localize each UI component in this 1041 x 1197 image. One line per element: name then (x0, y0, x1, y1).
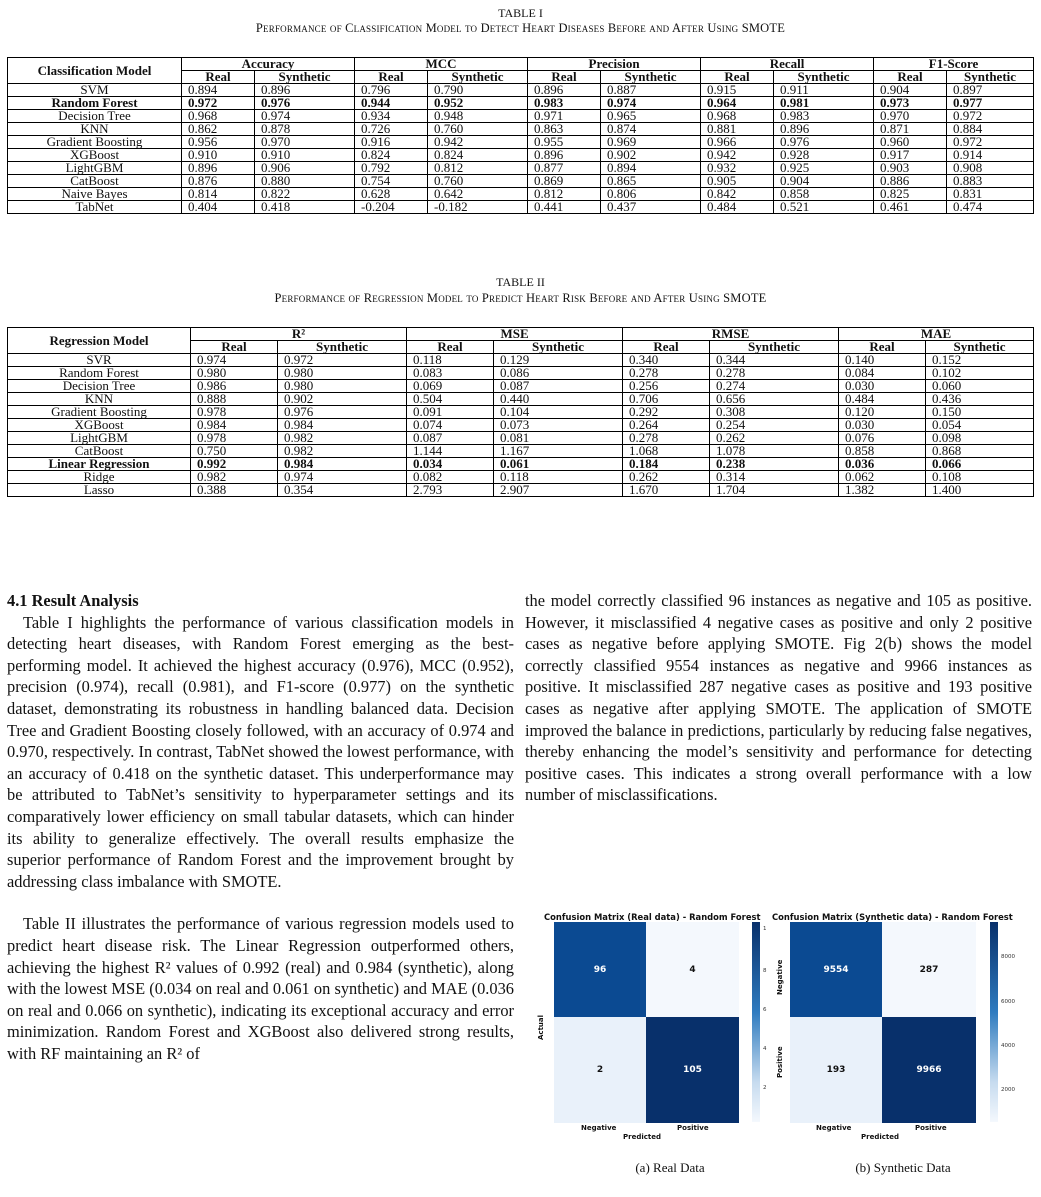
value-cell: 0.706 (623, 393, 710, 406)
model-name-cell: CatBoost (8, 445, 191, 458)
value-cell: 0.980 (278, 367, 407, 380)
model-name-cell: TabNet (8, 201, 182, 214)
value-cell: 0.073 (494, 419, 623, 432)
value-cell: 0.869 (528, 175, 601, 188)
model-name-cell: Gradient Boosting (8, 406, 191, 419)
metric-header: MCC (355, 58, 528, 71)
table2-label: TABLE II (496, 275, 545, 289)
subheader-real: Real (407, 341, 494, 354)
cm-real-x-positive: Positive (677, 1124, 709, 1132)
value-cell: 0.274 (710, 380, 839, 393)
metric-header: MAE (839, 328, 1034, 341)
value-cell: 0.404 (182, 201, 255, 214)
subheader-real: Real (528, 71, 601, 84)
value-cell: 0.908 (947, 162, 1034, 175)
model-name-cell: KNN (8, 393, 191, 406)
value-cell: 0.980 (278, 380, 407, 393)
value-cell: 0.831 (947, 188, 1034, 201)
value-cell: 0.521 (774, 201, 874, 214)
metric-header: F1-Score (874, 58, 1034, 71)
model-name-cell: Linear Regression (8, 458, 191, 471)
value-cell: 0.968 (701, 110, 774, 123)
subheader-synthetic: Synthetic (428, 71, 528, 84)
value-cell: 0.036 (839, 458, 926, 471)
cm-cell-tn: 96 (554, 922, 646, 1017)
value-cell: 0.262 (710, 432, 839, 445)
value-cell: 0.917 (874, 149, 947, 162)
value-cell: 0.863 (528, 123, 601, 136)
value-cell: 0.076 (839, 432, 926, 445)
cm-real-caption: (a) Real Data (635, 1160, 705, 1175)
value-cell: 0.871 (874, 123, 947, 136)
model-header: Regression Model (8, 328, 191, 354)
value-cell: 0.061 (494, 458, 623, 471)
value-cell: 0.060 (926, 380, 1034, 393)
value-cell: 0.888 (191, 393, 278, 406)
value-cell: 0.108 (926, 471, 1034, 484)
cm-cell-fp: 287 (882, 922, 976, 1017)
value-cell: 0.824 (355, 149, 428, 162)
metric-header: Accuracy (182, 58, 355, 71)
cm-cell-tp: 9966 (882, 1017, 976, 1123)
value-cell: 0.911 (774, 84, 874, 97)
cm-synth-xlabel: Predicted (861, 1133, 899, 1141)
value-cell: 0.964 (701, 97, 774, 110)
value-cell: 0.914 (947, 149, 1034, 162)
cb-tick: 6 (763, 1007, 767, 1013)
cb-tick: 2000 (1001, 1087, 1015, 1093)
cb-tick: 4000 (1001, 1043, 1015, 1049)
cm-real-colorbar (752, 922, 760, 1122)
right-column (525, 590, 1032, 806)
value-cell: 0.087 (494, 380, 623, 393)
value-cell: 0.982 (278, 445, 407, 458)
value-cell: 0.436 (926, 393, 1034, 406)
cm-real-xlabel: Predicted (623, 1133, 661, 1141)
cm-cell-tn: 9554 (790, 922, 882, 1017)
value-cell: 0.087 (407, 432, 494, 445)
value-cell: 0.986 (191, 380, 278, 393)
value-cell: 0.896 (255, 84, 355, 97)
value-cell: 0.030 (839, 419, 926, 432)
value-cell: 0.461 (874, 201, 947, 214)
value-cell: 0.897 (947, 84, 1034, 97)
value-cell: 0.656 (710, 393, 839, 406)
subheader-real: Real (182, 71, 255, 84)
value-cell: 0.083 (407, 367, 494, 380)
subheader-synthetic: Synthetic (947, 71, 1034, 84)
value-cell: 0.974 (191, 354, 278, 367)
table2-title: Performance of Regression Model to Predict Heart Risk Before and After Using SMOTE (274, 291, 767, 305)
value-cell: 0.877 (528, 162, 601, 175)
value-cell: 1.670 (623, 484, 710, 497)
model-name-cell: Random Forest (8, 367, 191, 380)
value-cell: 0.278 (623, 432, 710, 445)
value-cell: 0.974 (255, 110, 355, 123)
value-cell: 0.858 (774, 188, 874, 201)
value-cell: 0.984 (278, 458, 407, 471)
metric-header: R² (191, 328, 407, 341)
value-cell: 0.983 (774, 110, 874, 123)
value-cell: 0.876 (182, 175, 255, 188)
subheader-real: Real (701, 71, 774, 84)
paragraph: Table II illustrates the performance of various regression models used to predict heart disease risk. The Linear Regression outperformed others, achieving the highest R² values of 0.992 (real) and 0.984 (synthetic), along with the lowest MSE (0.034 on real and 0.061 on synthetic) and MAE (0.036 on real and 0.066 on synthetic), indicating its exceptional accuracy and error minimization. Random Forest and XGBoost also delivered strong results, with RF maintaining an R² of (7, 914, 514, 1063)
cm-real-title: Confusion Matrix (Real data) - Random Forest (544, 912, 761, 922)
metric-header: Precision (528, 58, 701, 71)
cm-synth-x-positive: Positive (915, 1124, 947, 1132)
cb-tick: 4 (763, 1046, 767, 1052)
value-cell: 0.278 (710, 367, 839, 380)
value-cell: 0.880 (255, 175, 355, 188)
value-cell: 0.896 (528, 84, 601, 97)
value-cell: 0.150 (926, 406, 1034, 419)
value-cell: 0.152 (926, 354, 1034, 367)
cm-synth-x-negative: Negative (816, 1124, 852, 1132)
value-cell: 1.167 (494, 445, 623, 458)
value-cell: 0.984 (278, 419, 407, 432)
value-cell: 1.382 (839, 484, 926, 497)
model-name-cell: SVR (8, 354, 191, 367)
model-name-cell: XGBoost (8, 419, 191, 432)
metric-header: Recall (701, 58, 874, 71)
cb-tick: 1 (763, 926, 767, 932)
value-cell: 0.982 (278, 432, 407, 445)
value-cell: 0.968 (182, 110, 255, 123)
value-cell: 0.970 (874, 110, 947, 123)
subheader-synthetic: Synthetic (494, 341, 623, 354)
value-cell: 0.966 (701, 136, 774, 149)
subheader-real: Real (623, 341, 710, 354)
value-cell: 0.642 (428, 188, 528, 201)
value-cell: 0.928 (774, 149, 874, 162)
value-cell: 0.905 (701, 175, 774, 188)
value-cell: 0.754 (355, 175, 428, 188)
value-cell: 0.976 (774, 136, 874, 149)
paragraph: the model correctly classified 96 instances as negative and 105 as positive. However, it misclassified 4 negative cases as positive and only 2 positive cases as negative before applying SMOTE. Fig 2(b) shows the model correctly classified 9554 instances as negative and 9966 instances as positive. It misclassified 287 negative cases as positive and 193 positive cases as negative after applying SMOTE. The application of SMOTE improved the balance in predictions, particularly by reducing false negatives, thereby enhancing the model’s sensitivity and performance for detecting positive cases. This indicates a strong overall performance with a low number of misclassifications. (525, 591, 1032, 805)
value-cell: 0.904 (874, 84, 947, 97)
value-cell: 0.796 (355, 84, 428, 97)
value-cell: 2.907 (494, 484, 623, 497)
cm-cell-fn: 2 (554, 1017, 646, 1123)
value-cell: 0.894 (182, 84, 255, 97)
model-name-cell: Decision Tree (8, 110, 182, 123)
cm-cell-fn: 193 (790, 1017, 882, 1123)
value-cell: 0.822 (255, 188, 355, 201)
value-cell: 0.974 (278, 471, 407, 484)
value-cell: 0.973 (874, 97, 947, 110)
value-cell: 0.760 (428, 175, 528, 188)
value-cell: 0.984 (191, 419, 278, 432)
subheader-real: Real (839, 341, 926, 354)
value-cell: 0.969 (601, 136, 701, 149)
value-cell: 0.760 (428, 123, 528, 136)
value-cell: 0.971 (528, 110, 601, 123)
model-name-cell: Naive Bayes (8, 188, 182, 201)
value-cell: 0.264 (623, 419, 710, 432)
value-cell: 1.078 (710, 445, 839, 458)
metric-header: RMSE (623, 328, 839, 341)
value-cell: 0.354 (278, 484, 407, 497)
cb-tick: 2 (763, 1085, 767, 1091)
value-cell: 0.974 (601, 97, 701, 110)
cm-real-ylabel: Actual (537, 1014, 545, 1040)
value-cell: 0.903 (874, 162, 947, 175)
value-cell: 0.977 (947, 97, 1034, 110)
cm-synth-positive-label: Positive (776, 1046, 784, 1078)
subheader-synthetic: Synthetic (255, 71, 355, 84)
subheader-synthetic: Synthetic (926, 341, 1034, 354)
value-cell: 0.896 (182, 162, 255, 175)
value-cell: 0.932 (701, 162, 774, 175)
subheader-real: Real (355, 71, 428, 84)
section-heading: 4.1 Result Analysis (7, 591, 139, 610)
value-cell: 0.948 (428, 110, 528, 123)
value-cell: 0.082 (407, 471, 494, 484)
value-cell: -0.204 (355, 201, 428, 214)
subheader-synthetic: Synthetic (601, 71, 701, 84)
value-cell: 0.118 (494, 471, 623, 484)
value-cell: 0.910 (255, 149, 355, 162)
value-cell: 0.942 (701, 149, 774, 162)
cb-tick: 8 (763, 968, 767, 974)
value-cell: 0.902 (601, 149, 701, 162)
model-name-cell: CatBoost (8, 175, 182, 188)
value-cell: 0.308 (710, 406, 839, 419)
value-cell: 0.388 (191, 484, 278, 497)
value-cell: 0.091 (407, 406, 494, 419)
value-cell: 0.814 (182, 188, 255, 201)
cm-synth-negative-label: Negative (776, 959, 784, 995)
value-cell: 0.437 (601, 201, 701, 214)
subheader-real: Real (874, 71, 947, 84)
model-name-cell: Random Forest (8, 97, 182, 110)
subheader-synthetic: Synthetic (774, 71, 874, 84)
value-cell: 0.858 (839, 445, 926, 458)
value-cell: 0.972 (947, 136, 1034, 149)
value-cell: 0.883 (947, 175, 1034, 188)
value-cell: 0.955 (528, 136, 601, 149)
value-cell: 0.886 (874, 175, 947, 188)
value-cell: 0.628 (355, 188, 428, 201)
value-cell: 0.956 (182, 136, 255, 149)
value-cell: 0.118 (407, 354, 494, 367)
table1-label: TABLE I (498, 6, 543, 20)
value-cell: 0.292 (623, 406, 710, 419)
value-cell: 0.034 (407, 458, 494, 471)
value-cell: 0.484 (839, 393, 926, 406)
value-cell: 0.896 (528, 149, 601, 162)
value-cell: 0.344 (710, 354, 839, 367)
value-cell: 0.881 (701, 123, 774, 136)
table1-title: Performance of Classification Model to Detect Heart Diseases Before and After Using SMOTE (255, 21, 786, 35)
value-cell: 0.792 (355, 162, 428, 175)
value-cell: 0.790 (428, 84, 528, 97)
value-cell: 0.887 (601, 84, 701, 97)
value-cell: 0.030 (839, 380, 926, 393)
value-cell: 0.906 (255, 162, 355, 175)
table-row (8, 484, 1034, 497)
cm-synth-title: Confusion Matrix (Synthetic data) - Random Forest (772, 912, 1013, 922)
value-cell: 0.120 (839, 406, 926, 419)
subheader-synthetic: Synthetic (278, 341, 407, 354)
regression-table (7, 327, 1034, 497)
value-cell: 0.474 (947, 201, 1034, 214)
value-cell: 0.894 (601, 162, 701, 175)
value-cell: 1.704 (710, 484, 839, 497)
value-cell: 0.978 (191, 406, 278, 419)
value-cell: 0.184 (623, 458, 710, 471)
value-cell: 0.915 (701, 84, 774, 97)
value-cell: 0.314 (710, 471, 839, 484)
value-cell: 0.086 (494, 367, 623, 380)
cm-synth-colorbar (990, 922, 998, 1122)
value-cell: 0.874 (601, 123, 701, 136)
value-cell: 0.066 (926, 458, 1034, 471)
subheader-real: Real (191, 341, 278, 354)
value-cell: 0.418 (255, 201, 355, 214)
value-cell: 0.910 (182, 149, 255, 162)
value-cell: 0.983 (528, 97, 601, 110)
value-cell: 2.793 (407, 484, 494, 497)
paragraph: Table I highlights the performance of various classification models in detecting heart diseases, with Random Forest emerging as the best-performing model. It achieved the highest accuracy (0.976), MCC (0.952), precision (0.974), recall (0.981), and F1-score (0.977) on the synthetic dataset, demonstrating its robustness in handling balanced data. Decision Tree and Gradient Boosting closely followed, with an accuracy of 0.974 and 0.970, respectively. In contrast, TabNet showed the lowest performance, with an accuracy of 0.418 on the synthetic dataset. This underperformance may be attributed to TabNet’s sensitivity to hyperparameter settings and its comparatively lower efficiency on small tabular datasets, which can hinder its ability to generalize effectively. The overall results emphasize the superior performance of Random Forest and the improvement brought by addressing class imbalance with SMOTE. (7, 612, 514, 891)
value-cell: 0.484 (701, 201, 774, 214)
value-cell: 0.238 (710, 458, 839, 471)
value-cell: 0.278 (623, 367, 710, 380)
value-cell: 0.916 (355, 136, 428, 149)
model-name-cell: KNN (8, 123, 182, 136)
cm-cell-tp: 105 (646, 1017, 739, 1123)
value-cell: 0.976 (255, 97, 355, 110)
model-name-cell: SVM (8, 84, 182, 97)
value-cell: 0.868 (926, 445, 1034, 458)
model-header: Classification Model (8, 58, 182, 84)
value-cell: 0.982 (191, 471, 278, 484)
value-cell: 0.254 (710, 419, 839, 432)
value-cell: 0.952 (428, 97, 528, 110)
model-name-cell: Gradient Boosting (8, 136, 182, 149)
value-cell: 0.902 (278, 393, 407, 406)
value-cell: 1.144 (407, 445, 494, 458)
value-cell: 0.972 (278, 354, 407, 367)
value-cell: 0.806 (601, 188, 701, 201)
value-cell: 0.970 (255, 136, 355, 149)
value-cell: 0.340 (623, 354, 710, 367)
value-cell: 0.440 (494, 393, 623, 406)
value-cell: -0.182 (428, 201, 528, 214)
table-row (8, 201, 1034, 214)
cb-tick: 6000 (1001, 999, 1015, 1005)
metric-header: MSE (407, 328, 623, 341)
cm-cell-fp: 4 (646, 922, 739, 1017)
classification-table (7, 57, 1034, 214)
value-cell: 0.981 (774, 97, 874, 110)
value-cell: 0.825 (874, 188, 947, 201)
model-name-cell: XGBoost (8, 149, 182, 162)
value-cell: 0.960 (874, 136, 947, 149)
value-cell: 0.992 (191, 458, 278, 471)
value-cell: 1.400 (926, 484, 1034, 497)
value-cell: 0.934 (355, 110, 428, 123)
value-cell: 0.102 (926, 367, 1034, 380)
subheader-synthetic: Synthetic (710, 341, 839, 354)
value-cell: 0.944 (355, 97, 428, 110)
value-cell: 0.862 (182, 123, 255, 136)
value-cell: 0.972 (947, 110, 1034, 123)
value-cell: 0.140 (839, 354, 926, 367)
value-cell: 0.842 (701, 188, 774, 201)
value-cell: 0.062 (839, 471, 926, 484)
left-column (7, 590, 514, 1064)
value-cell: 0.978 (191, 432, 278, 445)
value-cell: 0.129 (494, 354, 623, 367)
value-cell: 0.256 (623, 380, 710, 393)
value-cell: 0.904 (774, 175, 874, 188)
value-cell: 0.504 (407, 393, 494, 406)
cb-tick: 8000 (1001, 954, 1015, 960)
value-cell: 0.104 (494, 406, 623, 419)
value-cell: 0.098 (926, 432, 1034, 445)
value-cell: 0.812 (528, 188, 601, 201)
cm-real-x-negative: Negative (581, 1124, 617, 1132)
model-name-cell: Decision Tree (8, 380, 191, 393)
value-cell: 0.069 (407, 380, 494, 393)
value-cell: 0.976 (278, 406, 407, 419)
value-cell: 0.750 (191, 445, 278, 458)
value-cell: 0.884 (947, 123, 1034, 136)
value-cell: 0.972 (182, 97, 255, 110)
model-name-cell: Lasso (8, 484, 191, 497)
cm-synth-caption: (b) Synthetic Data (855, 1160, 951, 1175)
model-name-cell: LightGBM (8, 432, 191, 445)
value-cell: 0.824 (428, 149, 528, 162)
value-cell: 0.081 (494, 432, 623, 445)
value-cell: 1.068 (623, 445, 710, 458)
value-cell: 0.878 (255, 123, 355, 136)
value-cell: 0.726 (355, 123, 428, 136)
model-name-cell: LightGBM (8, 162, 182, 175)
value-cell: 0.965 (601, 110, 701, 123)
value-cell: 0.812 (428, 162, 528, 175)
value-cell: 0.054 (926, 419, 1034, 432)
value-cell: 0.896 (774, 123, 874, 136)
value-cell: 0.942 (428, 136, 528, 149)
value-cell: 0.925 (774, 162, 874, 175)
model-name-cell: Ridge (8, 471, 191, 484)
value-cell: 0.084 (839, 367, 926, 380)
value-cell: 0.441 (528, 201, 601, 214)
value-cell: 0.262 (623, 471, 710, 484)
value-cell: 0.980 (191, 367, 278, 380)
value-cell: 0.865 (601, 175, 701, 188)
value-cell: 0.074 (407, 419, 494, 432)
